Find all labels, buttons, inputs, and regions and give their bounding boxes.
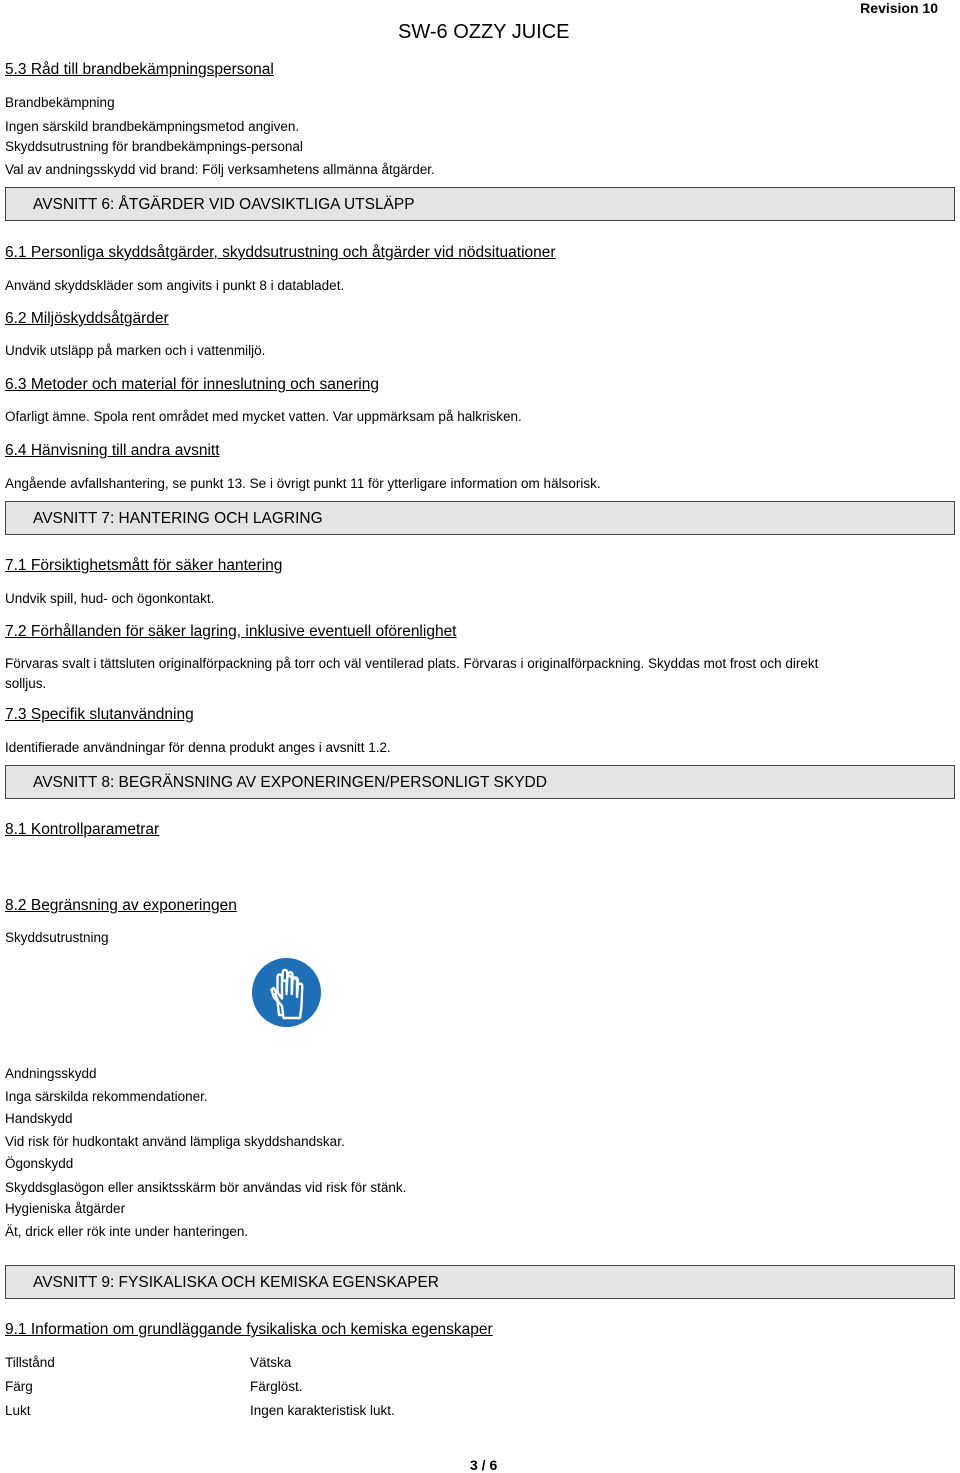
section-8-title: AVSNITT 8: BEGRÄNSNING AV EXPONERINGEN/PERSONLIGT SKYDD xyxy=(33,774,547,791)
property-value: Vätska xyxy=(250,1355,292,1370)
s5-3-line: Brandbekämpning xyxy=(5,95,115,110)
s8-2-line: Ögonskydd xyxy=(5,1156,74,1171)
page-number: 3 / 6 xyxy=(470,1457,498,1473)
s6-1-text: Använd skyddskläder som angivits i punkt 8 i databladet. xyxy=(5,278,345,293)
s5-3-line: Skyddsutrustning för brandbekämpnings-personal xyxy=(5,139,303,154)
subsection-5-3-heading: 5.3 Råd till brandbekämpningspersonal xyxy=(5,61,274,78)
property-value: Ingen karakteristisk lukt. xyxy=(250,1403,395,1418)
subsection-6-3-heading: 6.3 Metoder och material för inneslutning och sanering xyxy=(5,376,379,393)
section-9-bar xyxy=(5,1265,955,1299)
section-7-bar xyxy=(5,501,955,535)
subsection-6-1-heading: 6.1 Personliga skyddsåtgärder, skyddsutrustning och åtgärder vid nödsituationer xyxy=(5,244,556,261)
subsection-7-2-heading: 7.2 Förhållanden för säker lagring, inklusive eventuell oförenlighet xyxy=(5,623,457,640)
s8-2-line: Andningsskydd xyxy=(5,1066,97,1081)
s6-3-text: Ofarligt ämne. Spola rent området med mycket vatten. Var uppmärksam på halkrisken. xyxy=(5,409,522,424)
s6-4-text: Angående avfallshantering, se punkt 13. Se i övrigt punkt 11 för ytterligare information om hälsorisk. xyxy=(5,476,601,491)
s7-3-text: Identifierade användningar för denna produkt anges i avsnitt 1.2. xyxy=(5,740,391,755)
s7-2-text-line-1: Förvaras svalt i tättsluten originalförpackning på torr och väl ventilerad plats. Förvaras i originalförpackning. Skyddas mot frost och direkt xyxy=(5,656,819,671)
subsection-7-3-heading: 7.3 Specifik slutanvändning xyxy=(5,706,194,723)
document-title: SW-6 OZZY JUICE xyxy=(398,21,570,43)
property-value: Färglöst. xyxy=(250,1379,303,1394)
s8-2-line: Handskydd xyxy=(5,1111,73,1126)
subsection-7-1-heading: 7.1 Försiktighetsmått för säker hantering xyxy=(5,557,283,574)
s6-2-text: Undvik utsläpp på marken och i vattenmiljö. xyxy=(5,343,266,358)
s8-2-line: Ät, drick eller rök inte under hanteringen. xyxy=(5,1224,249,1239)
section-9-title: AVSNITT 9: FYSIKALISKA OCH KEMISKA EGENSKAPER xyxy=(33,1274,440,1291)
s8-2-line: Inga särskilda rekommendationer. xyxy=(5,1089,208,1104)
section-8-bar xyxy=(5,765,955,799)
s8-2-line: Skyddsglasögon eller ansiktsskärm bör användas vid risk för stänk. xyxy=(5,1180,407,1195)
protective-gloves-icon xyxy=(249,955,324,1030)
property-label: Färg xyxy=(5,1379,33,1394)
subsection-9-1-heading: 9.1 Information om grundläggande fysikaliska och kemiska egenskaper xyxy=(5,1321,493,1338)
s5-3-line: Val av andningsskydd vid brand: Följ verksamhetens allmänna åtgärder. xyxy=(5,162,435,177)
s7-2-text-line-2: solljus. xyxy=(5,676,47,691)
section-7-title: AVSNITT 7: HANTERING OCH LAGRING xyxy=(33,510,323,527)
subsection-8-2-heading: 8.2 Begränsning av exponeringen xyxy=(5,897,237,914)
s5-3-line: Ingen särskild brandbekämpningsmetod angiven. xyxy=(5,119,300,134)
subsection-6-2-heading: 6.2 Miljöskyddsåtgärder xyxy=(5,310,169,327)
s7-1-text: Undvik spill, hud- och ögonkontakt. xyxy=(5,591,215,606)
section-6-title: AVSNITT 6: ÅTGÄRDER VID OAVSIKTLIGA UTSLÄPP xyxy=(33,196,415,213)
subsection-6-4-heading: 6.4 Hänvisning till andra avsnitt xyxy=(5,442,220,459)
ppe-label: Skyddsutrustning xyxy=(5,930,109,945)
property-label: Lukt xyxy=(5,1403,31,1418)
s8-2-line: Vid risk för hudkontakt använd lämpliga skyddshandskar. xyxy=(5,1134,345,1149)
property-label: Tillstånd xyxy=(5,1355,55,1370)
s8-2-line: Hygieniska åtgärder xyxy=(5,1201,126,1216)
revision-label: Revision 10 xyxy=(860,0,938,16)
section-6-bar xyxy=(5,187,955,221)
subsection-8-1-heading: 8.1 Kontrollparametrar xyxy=(5,821,160,838)
